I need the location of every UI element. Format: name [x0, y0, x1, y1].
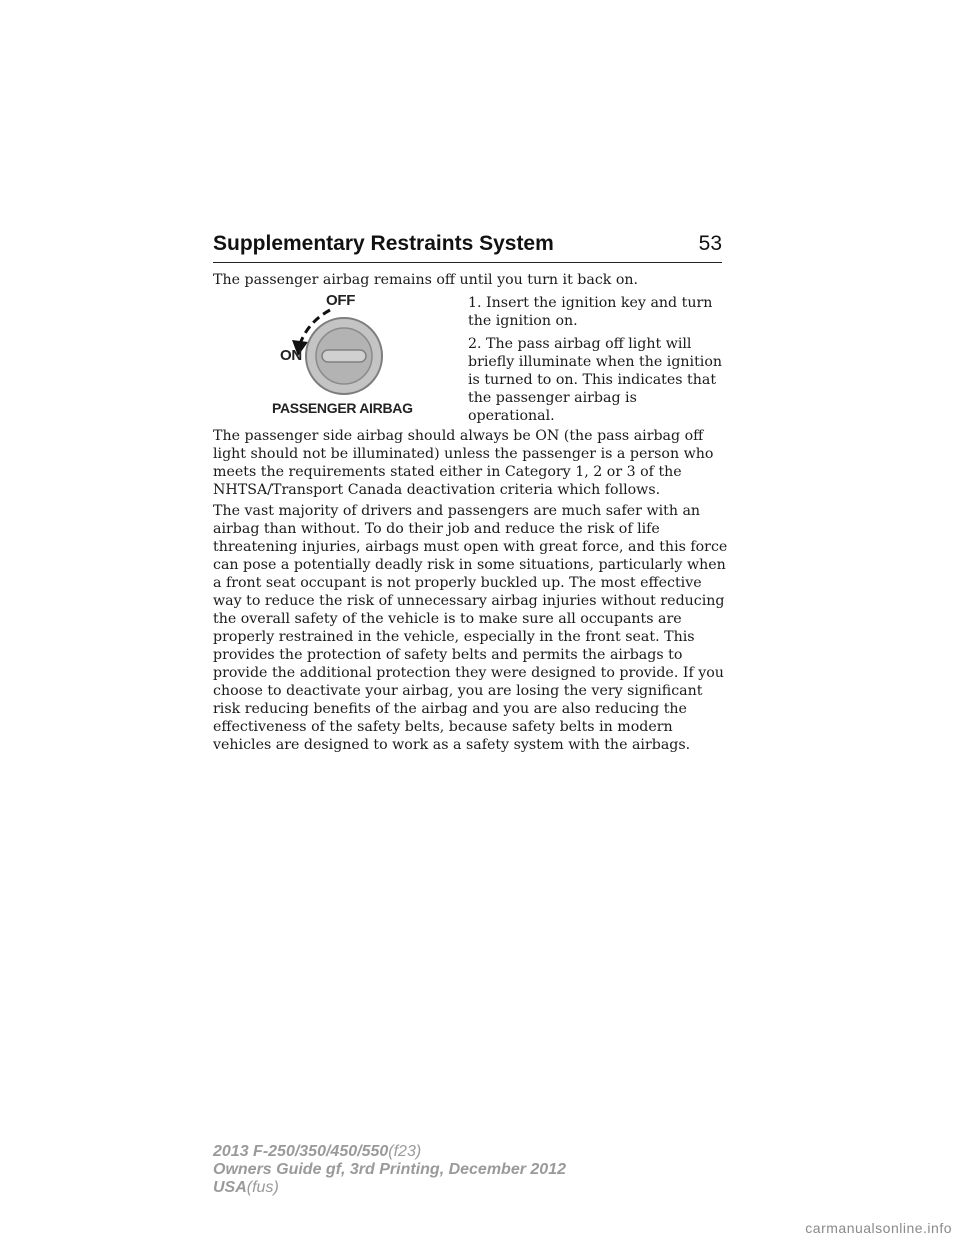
watermark: carmanualsonline.info	[805, 1220, 952, 1236]
intro-paragraph: The passenger airbag remains off until you turn it back on.	[213, 272, 639, 288]
airbag-switch-illustration	[270, 292, 430, 420]
body-paragraph-1: The passenger side airbag should always be ON (the pass airbag off light should not be illuminated) unless the passenger is a person who meets the requirements stated either in Category 1, 2 or 3 of the NHTSA/Transport Canada deactivation criteria which follows.	[213, 428, 714, 498]
footer-market-code: (fus)	[246, 1179, 279, 1196]
page-number: 53	[698, 232, 722, 255]
passenger-airbag-label: PASSENGER AIRBAG	[272, 400, 413, 416]
footer-market: USA	[213, 1179, 247, 1196]
page-footer	[213, 1143, 713, 1197]
footer-line-3	[213, 1179, 713, 1197]
footer-model-code: (f23)	[388, 1143, 422, 1160]
page-header	[213, 228, 722, 263]
on-label: ON	[280, 347, 302, 364]
footer-line-2: Owners Guide gf, 3rd Printing, December 2012	[213, 1161, 566, 1178]
step-2: 2. The pass airbag off light will briefly illuminate when the ignition is turned to on. This indicates that the passenger airbag is operational.	[468, 336, 723, 424]
off-label: OFF	[326, 292, 356, 309]
body-paragraph-2: The vast majority of drivers and passengers are much safer with an airbag than without. To do their job and reduce the risk of life threatening injuries, airbags must open with great force, and this force can pose a potentially deadly risk in some situations, particularly when a front seat occupant is not properly buckled up. The most effective way to reduce the risk of unnecessary airbag injuries without reducing the overall safety of the vehicle is to make sure all occupants are properly restrained in the vehicle, especially in the front seat. This provides the protection of safety belts and permits the airbags to provide the additional protection they were designed to provide. If you choose to deactivate your airbag, you are losing the very significant risk reducing benefits of the airbag and you are also reducing the effectiveness of the safety belts, because safety belts in modern vehicles are designed to work as a safety system with the airbags.	[213, 503, 728, 753]
section-title: Supplementary Restraints System	[213, 232, 554, 255]
footer-line-1	[213, 1143, 713, 1161]
step-1: 1. Insert the ignition key and turn the ignition on.	[468, 295, 713, 329]
footer-model: 2013 F-250/350/450/550	[213, 1143, 389, 1160]
